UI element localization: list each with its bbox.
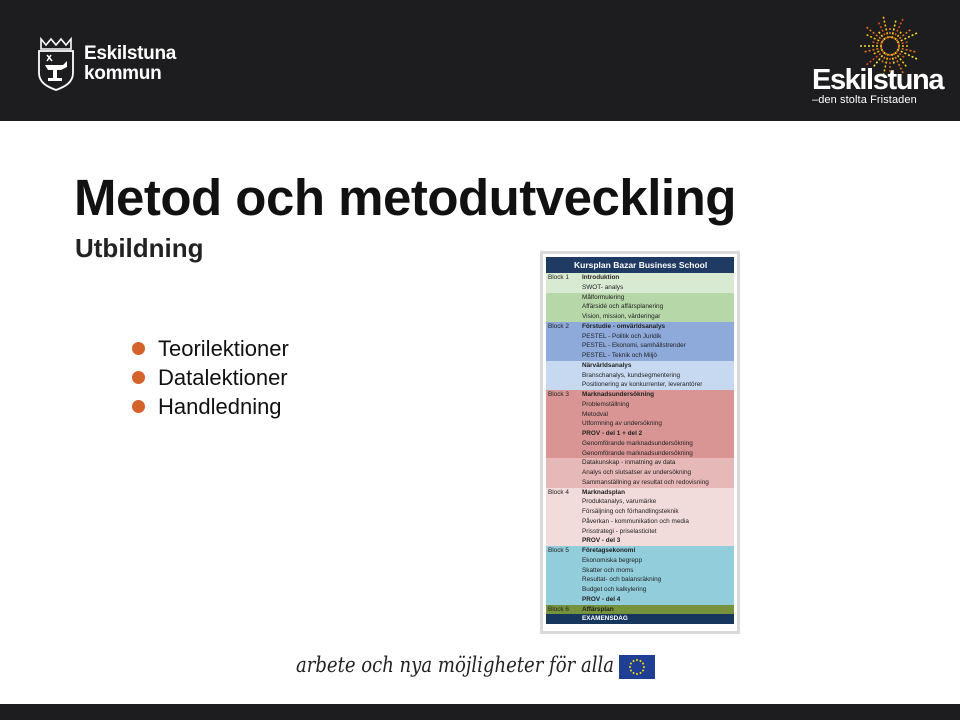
course-plan-block-label xyxy=(546,429,579,439)
course-plan-item: Positionering av konkurrenter, leverantörer xyxy=(582,381,703,389)
course-plan-block-label xyxy=(546,536,579,546)
course-plan-block-label xyxy=(546,458,579,468)
bullet-item xyxy=(132,363,289,392)
bullet-text: Datalektioner xyxy=(158,364,288,390)
course-plan-row xyxy=(546,390,734,400)
course-plan-row xyxy=(546,351,734,361)
slide-title: Metod och metodutveckling xyxy=(74,169,736,226)
course-plan-item: Företagsekonomi xyxy=(582,547,636,554)
course-plan-item: Närvärldsanalys xyxy=(582,361,632,369)
course-plan-item: PROV - del 4 xyxy=(582,595,621,603)
course-plan-row xyxy=(546,527,734,537)
course-plan-block-label xyxy=(546,507,579,517)
course-plan-row xyxy=(546,507,734,517)
course-plan-row xyxy=(546,566,734,576)
course-plan-block-label: Block 2 xyxy=(548,322,569,330)
logo-line-2: kommun xyxy=(84,63,162,84)
course-plan-block-label xyxy=(546,497,579,507)
course-plan-item: PROV - del 3 xyxy=(582,537,621,545)
course-plan-item: PESTEL - Ekonomi, samhällstrender xyxy=(582,342,686,350)
course-plan-row xyxy=(546,458,734,468)
course-plan-item: Branschanalys, kundsegmentering xyxy=(582,371,681,379)
course-plan-item: PESTEL - Teknik och Miljö xyxy=(582,352,657,359)
course-plan-item: Sammanställning av resultat och redovisning xyxy=(582,478,709,486)
footer-bar xyxy=(0,704,960,720)
course-plan-row xyxy=(546,371,734,381)
course-plan-row xyxy=(546,312,734,322)
course-plan-item: Affärsplan xyxy=(582,605,614,613)
course-plan-row xyxy=(546,410,734,420)
bullet-item xyxy=(132,334,289,363)
course-plan-block-label: Block 6 xyxy=(548,605,569,613)
course-plan-block-label: Block 5 xyxy=(548,547,569,554)
course-plan-item: Analys och slutsatser av undersökning xyxy=(582,469,692,476)
course-plan-row xyxy=(546,575,734,585)
course-plan-block-label xyxy=(546,468,579,478)
course-plan-title: Kursplan Bazar Business School xyxy=(546,257,734,273)
course-plan-row xyxy=(546,283,734,293)
course-plan-row xyxy=(546,380,734,390)
course-plan-row xyxy=(546,439,734,449)
course-plan-block-label xyxy=(546,517,579,527)
course-plan-item: Vision, mission, värderingar xyxy=(582,313,661,320)
course-plan-block-label xyxy=(546,312,579,322)
course-plan-row xyxy=(546,556,734,566)
eu-flag-icon xyxy=(619,655,655,679)
course-plan-item: Marknadsundersökning xyxy=(582,391,655,398)
course-plan-item: PESTEL - Politik och Juridik xyxy=(582,332,662,340)
course-plan-rows xyxy=(546,273,734,624)
course-plan-block-label xyxy=(546,380,579,390)
course-plan-row xyxy=(546,449,734,459)
course-plan-block-label xyxy=(546,595,579,605)
course-plan-block-label xyxy=(546,302,579,312)
course-plan-block-label: Block 3 xyxy=(548,391,569,398)
header-bar xyxy=(0,0,960,121)
course-plan-row xyxy=(546,497,734,507)
course-plan-item: PROV - del 1 + del 2 xyxy=(582,430,643,437)
course-plan-row xyxy=(546,478,734,488)
course-plan-item: Målformulering xyxy=(582,293,625,301)
brand-name: Eskilstuna xyxy=(812,64,944,96)
course-plan-item: Påverkan - kommunikation och media xyxy=(582,517,689,525)
course-plan-block-label xyxy=(546,575,579,585)
course-plan-item: Genomförande marknadsundersökning xyxy=(582,439,693,447)
course-plan-row xyxy=(546,361,734,371)
course-plan-row xyxy=(546,546,734,556)
course-plan-block-label xyxy=(546,283,579,293)
course-plan-row xyxy=(546,595,734,605)
bullet-dot-icon xyxy=(132,371,145,384)
course-plan-item: Affärsidé och affärsplanering xyxy=(582,303,664,311)
course-plan-item: Budget och kalkylering xyxy=(582,586,647,593)
course-plan-block-label xyxy=(546,410,579,420)
course-plan-item: Resultat- och balansräkning xyxy=(582,576,662,584)
course-plan-item: Problemställning xyxy=(582,400,630,408)
brand-tagline: –den stolta Fristaden xyxy=(812,94,917,106)
course-plan-block-label: Block 4 xyxy=(548,488,569,496)
course-plan-item: Produktanalys, varumärke xyxy=(582,498,657,506)
bullet-item xyxy=(132,392,289,421)
course-plan-block-label: Block 1 xyxy=(548,274,569,281)
course-plan-row xyxy=(546,293,734,303)
course-plan-item: Utformning av undersökning xyxy=(582,420,662,428)
eskilstuna-fristaden-logo xyxy=(806,14,946,110)
course-plan-block-label xyxy=(546,585,579,595)
course-plan-item: Ekonomiska begrepp xyxy=(582,556,643,564)
course-plan-row xyxy=(546,429,734,439)
bullet-list xyxy=(132,334,289,421)
course-plan-block-label xyxy=(546,341,579,351)
course-plan-row xyxy=(546,273,734,283)
course-plan-image xyxy=(543,254,737,631)
course-plan-block-label xyxy=(546,351,579,361)
bullet-text: Teorilektioner xyxy=(158,335,289,361)
logo-line-1: Eskilstuna xyxy=(84,43,177,64)
course-plan-block-label xyxy=(546,614,579,624)
course-plan-item: Metodval xyxy=(582,410,608,418)
course-plan-row xyxy=(546,419,734,429)
course-plan-row xyxy=(546,468,734,478)
course-plan-row xyxy=(546,341,734,351)
course-plan-item: Genomförande marknadsundersökning xyxy=(582,449,693,457)
course-plan-item: Skatter och moms xyxy=(582,566,634,574)
course-plan-row xyxy=(546,488,734,498)
course-plan-row xyxy=(546,400,734,410)
course-plan-row xyxy=(546,517,734,527)
course-plan-row xyxy=(546,302,734,312)
course-plan-block-label xyxy=(546,478,579,488)
slide-subtitle: Utbildning xyxy=(75,233,204,263)
course-plan-block-label xyxy=(546,400,579,410)
course-plan-item: SWOT- analys xyxy=(582,283,624,291)
bullet-dot-icon xyxy=(132,400,145,413)
course-plan-block-label xyxy=(546,439,579,449)
course-plan-row xyxy=(546,322,734,332)
footer-slogan xyxy=(294,650,616,686)
course-plan-item: Förstudie - omvärldsanalys xyxy=(582,322,666,330)
course-plan-block-label xyxy=(546,371,579,381)
course-plan-item: Prisstrategi - priselasticitet xyxy=(582,527,657,535)
course-plan-row xyxy=(546,605,734,615)
course-plan-block-label xyxy=(546,527,579,537)
course-plan-row xyxy=(546,585,734,595)
course-plan-item: Försäljning och förhandlingsteknik xyxy=(582,508,679,515)
course-plan-block-label xyxy=(546,419,579,429)
course-plan-block-label xyxy=(546,556,579,566)
course-plan-row xyxy=(546,332,734,342)
course-plan-item: Introduktion xyxy=(582,274,620,281)
eskilstuna-kommun-logo xyxy=(36,37,176,91)
course-plan-block-label xyxy=(546,449,579,459)
course-plan-row xyxy=(546,614,734,624)
bullet-text: Handledning xyxy=(158,393,282,419)
course-plan-block-label xyxy=(546,332,579,342)
course-plan-row xyxy=(546,536,734,546)
course-plan-block-label xyxy=(546,293,579,303)
course-plan-item: Marknadsplan xyxy=(582,488,625,496)
municipal-crest-icon xyxy=(36,37,76,91)
course-plan-item: EXAMENSDAG xyxy=(582,615,628,623)
bullet-dot-icon xyxy=(132,342,145,355)
course-plan-item: Datakunskap - inmatning av data xyxy=(582,459,676,467)
svg-text:arbete och nya möjligheter för: arbete och nya möjligheter för alla xyxy=(296,653,614,677)
course-plan-block-label xyxy=(546,361,579,371)
course-plan-block-label xyxy=(546,566,579,576)
